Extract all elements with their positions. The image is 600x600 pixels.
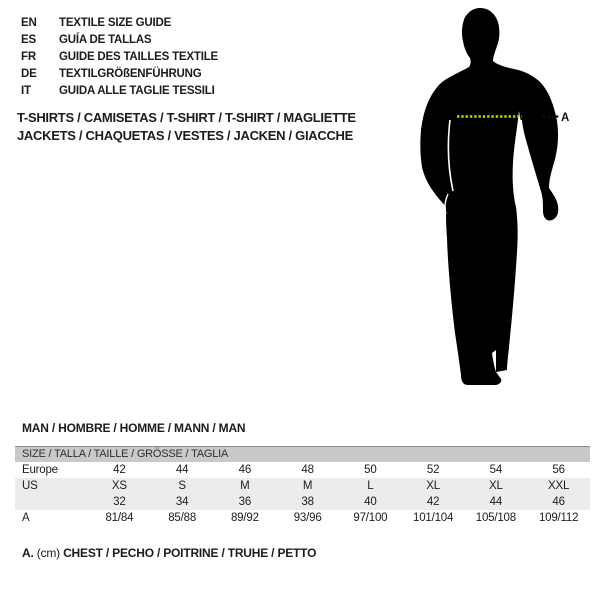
table-cell: 89/92 xyxy=(230,512,259,524)
table-cell: 52 xyxy=(426,464,440,476)
size-table-header: SIZE / TALLA / TAILLE / GRÖSSE / TAGLIA xyxy=(15,446,590,462)
table-cell: 105/108 xyxy=(475,512,516,524)
table-cell: M xyxy=(302,480,313,492)
row-label: A xyxy=(22,512,30,524)
table-cell: XL xyxy=(426,480,440,492)
table-cell: XL xyxy=(489,480,503,492)
table-cell: 38 xyxy=(301,496,314,508)
table-cell: 109/112 xyxy=(538,512,579,524)
table-cell: S xyxy=(178,480,186,492)
language-row xyxy=(21,15,218,32)
table-cell: 40 xyxy=(364,496,377,508)
table-cell: 56 xyxy=(552,464,565,476)
man-silhouette-figure xyxy=(400,0,600,400)
table-cell: XXL xyxy=(548,480,570,492)
table-cell: 34 xyxy=(175,496,189,508)
size-table xyxy=(15,446,590,526)
language-code: ES xyxy=(21,34,36,46)
table-cell: 81/84 xyxy=(105,512,134,524)
table-row-chest-a xyxy=(15,510,590,526)
measure-label-a: A xyxy=(561,112,570,124)
table-cell: 50 xyxy=(364,464,377,476)
language-label: GUIDE DES TAILLES TEXTILE xyxy=(59,51,218,63)
table-row-europe xyxy=(15,462,590,478)
section-title-man: MAN / HOMBRE / HOMME / MANN / MAN xyxy=(22,421,246,435)
table-cell: M xyxy=(240,480,250,492)
footnote-marker: A. xyxy=(22,546,34,560)
language-code: DE xyxy=(21,68,37,80)
language-label: GUIDA ALLE TAGLIE TESSILI xyxy=(59,85,215,97)
table-cell: 48 xyxy=(301,464,314,476)
table-cell: XS xyxy=(111,480,127,492)
footnote xyxy=(22,546,316,560)
table-cell: 32 xyxy=(113,496,126,508)
category-titles xyxy=(17,109,356,145)
table-cell: 46 xyxy=(238,464,252,476)
language-label: TEXTILE SIZE GUIDE xyxy=(59,17,172,29)
language-code: FR xyxy=(21,51,36,63)
language-row xyxy=(21,49,218,66)
table-cell: 42 xyxy=(113,464,126,476)
language-list xyxy=(21,15,218,100)
table-cell: 97/100 xyxy=(353,512,388,524)
table-cell: 44 xyxy=(489,496,503,508)
table-cell: 54 xyxy=(489,464,503,476)
footnote-unit: (cm) xyxy=(36,546,60,560)
language-row xyxy=(21,83,218,100)
row-label xyxy=(15,494,88,510)
table-cell: 42 xyxy=(426,496,440,508)
language-label: TEXTILGRÖßENFÜHRUNG xyxy=(59,68,202,80)
table-cell: 93/96 xyxy=(293,512,322,524)
row-label: Europe xyxy=(22,464,58,476)
table-cell: 36 xyxy=(238,496,252,508)
man-silhouette xyxy=(420,8,558,385)
language-row xyxy=(21,66,218,83)
table-cell: 46 xyxy=(552,496,565,508)
language-code: EN xyxy=(21,17,37,29)
table-row-numeric xyxy=(15,494,590,510)
row-label: US xyxy=(22,480,38,492)
language-code: IT xyxy=(21,85,31,97)
footnote-measure-names: CHEST / PECHO / POITRINE / TRUHE / PETTO xyxy=(63,546,317,560)
table-row-us xyxy=(15,478,590,494)
table-cell: 101/104 xyxy=(413,512,454,524)
language-row xyxy=(21,32,218,49)
table-cell: L xyxy=(367,480,374,492)
table-cell: 44 xyxy=(175,464,189,476)
table-cell: 85/88 xyxy=(168,512,197,524)
category-line-jackets: JACKETS / CHAQUETAS / VESTES / JACKEN / GIACCHE xyxy=(17,128,353,143)
language-label: GUÍA DE TALLAS xyxy=(59,34,152,46)
category-line-tshirts: T-SHIRTS / CAMISETAS / T-SHIRT / T-SHIRT / MAGLIETTE xyxy=(17,110,356,125)
